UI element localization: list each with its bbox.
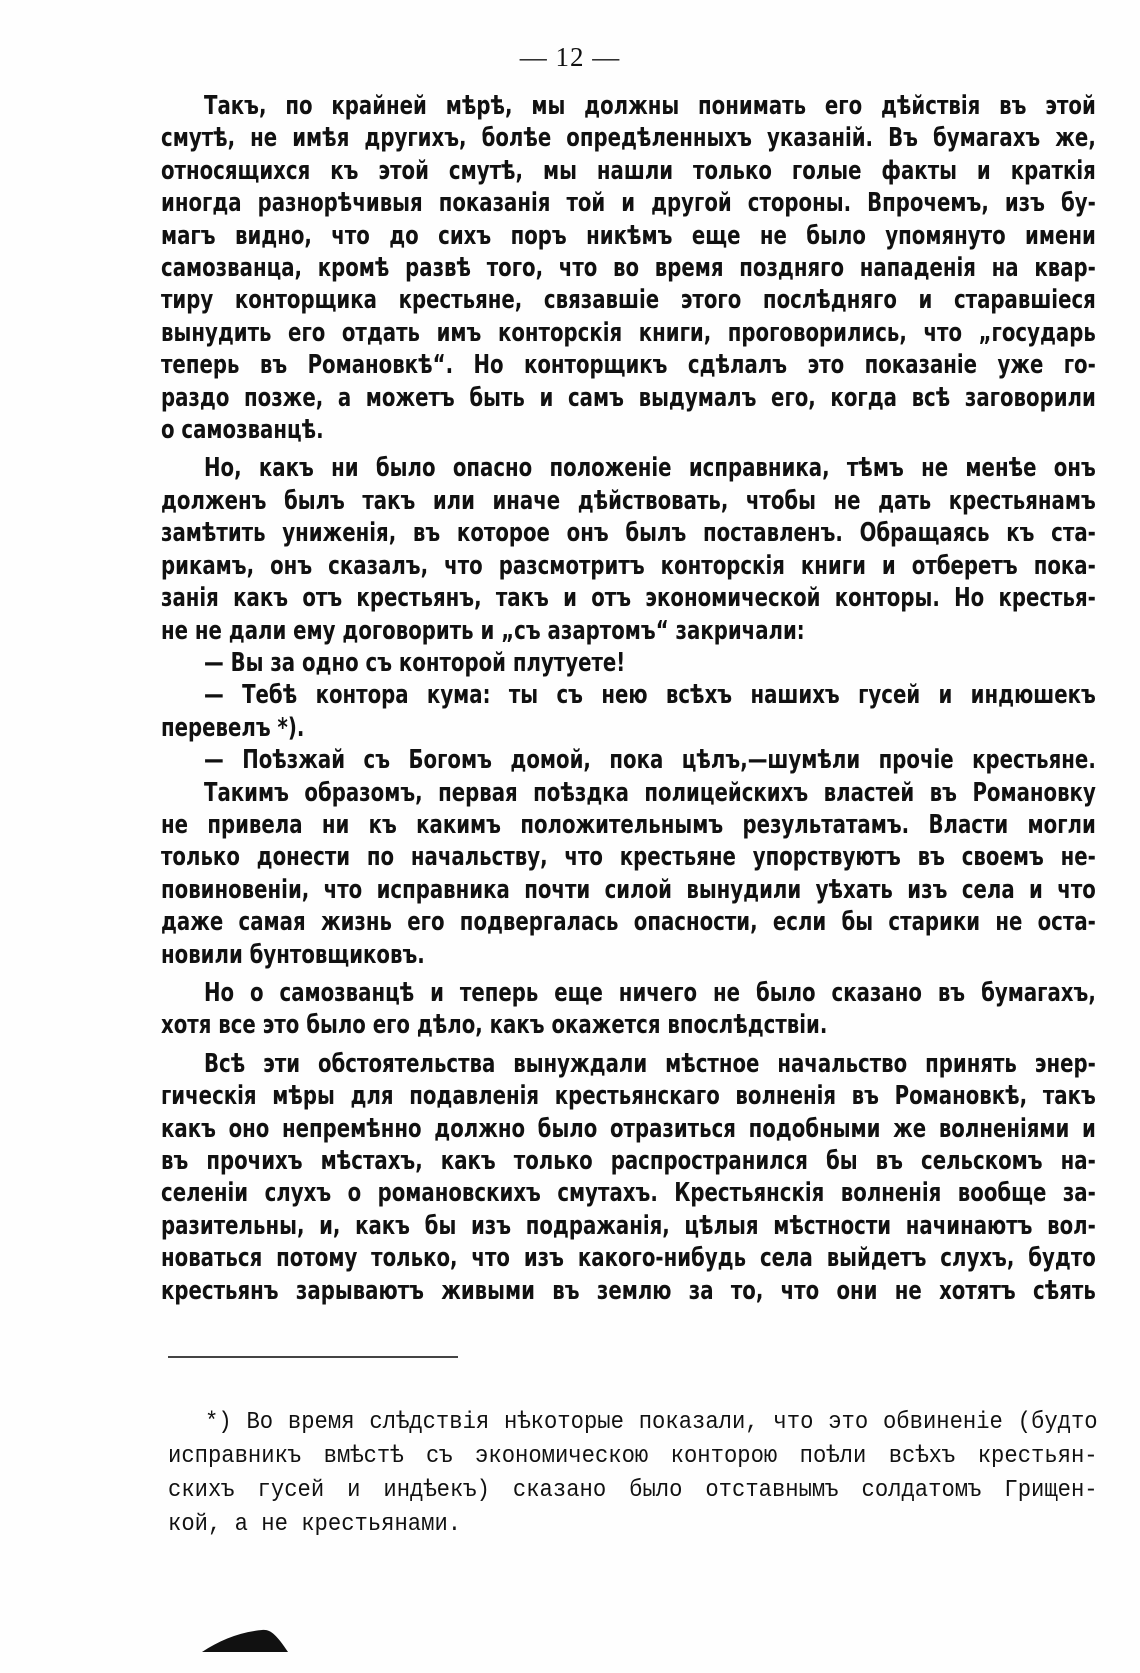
text-line: относящихся къ этой смутѣ, мы нашли только голые факты и краткія: [161, 155, 1096, 186]
text-line: рикамъ, онъ сказалъ, что разсмотритъ конторскія книги и отберетъ пока-: [161, 550, 1096, 581]
text-line: смутѣ, не имѣя другихъ, болѣе опредѣленныхъ указаній. Въ бумагахъ же,: [161, 123, 1096, 154]
text-line: даже самая жизнь его подвергалась опасности, если бы старики не оста-: [161, 907, 1096, 938]
text-line: разительны, и, какъ бы изъ подражанія, цѣлыя мѣстности начинаютъ вол-: [161, 1210, 1096, 1241]
text-line: хотя все это было его дѣло, какъ окажется впослѣдствіи.: [161, 1010, 828, 1041]
dialogue-line: — Тебѣ контора кума: ты съ нею всѣхъ нашихъ гусей и индюшекъ: [204, 680, 1096, 711]
footnote-line: исправникъ вмѣстѣ съ экономическою конторою поѣли всѣхъ крестьян-: [168, 1443, 1098, 1470]
text-line: новаться потому только, что изъ какого-нибудь села выйдетъ слухъ, будто: [161, 1243, 1096, 1274]
text-line: вынудить его отдать имъ конторскія книги, проговорились, что „государь: [161, 317, 1096, 348]
text-line: магъ видно, что до сихъ поръ никѣмъ еще не было упомянуто имени: [161, 220, 1096, 251]
text-line: теперь въ Романовкѣ“. Но конторщикъ сдѣлалъ это показаніе уже го-: [161, 350, 1096, 381]
text-line: замѣтить униженія, въ которое онъ былъ поставленъ. Обращаясь къ ста-: [161, 518, 1096, 549]
text-line: тиру конторщика крестьяне, связавшіе этого послѣдняго и старавшіеся: [161, 285, 1096, 316]
main-text: [161, 90, 1096, 1307]
text-line: Такимъ образомъ, первая поѣздка полицейскихъ властей въ Романовку: [204, 777, 1096, 808]
page-number: — 12 —: [519, 42, 621, 72]
text-line: перевелъ *).: [161, 712, 305, 743]
text-line: самозванца, кромѣ развѣ того, что во время поздняго нападенія на квар-: [161, 253, 1096, 284]
footnote: [168, 1406, 1098, 1542]
footnote-line: кой, а не крестьянами.: [168, 1511, 462, 1538]
text-line: долженъ былъ такъ или иначе дѣйствовать, чтобы не дать крестьянамъ: [161, 485, 1096, 516]
dialogue-line: — Поѣзжай съ Богомъ домой, пока цѣлъ,—шумѣли прочіе крестьяне.: [204, 745, 1096, 776]
text-line: новили бунтовщиковъ.: [161, 939, 425, 970]
text-line: о самозванцѣ.: [161, 415, 324, 446]
text-line: гическія мѣры для подавленія крестьянскаго волненія въ Романовкѣ, такъ: [161, 1081, 1096, 1112]
ink-smudge: [200, 1628, 290, 1654]
text-line: занія какъ отъ крестьянъ, такъ и отъ экономической конторы. Но крестья-: [161, 583, 1096, 614]
text-line: крестьянъ зарываютъ живыми въ землю за то, что они не хотятъ сѣять: [161, 1275, 1096, 1306]
footnote-divider: [168, 1356, 458, 1358]
footnote-line: скихъ гусей и индѣекъ) сказано было отставнымъ солдатомъ Грищен-: [168, 1477, 1098, 1504]
text-line: раздо позже, а можетъ быть и самъ выдумалъ его, когда всѣ заговорили: [161, 382, 1096, 413]
text-line: иногда разнорѣчивыя показанія той и другой стороны. Впрочемъ, изъ бу-: [161, 188, 1096, 219]
text-line: въ прочихъ мѣстахъ, какъ только распространился бы въ сельскомъ на-: [161, 1146, 1096, 1176]
text-line: повиновеніи, что исправника почти силой вынудили уѣхать изъ села и что: [161, 874, 1096, 905]
text-line: Но, какъ ни было опасно положеніе исправника, тѣмъ не менѣе онъ: [204, 453, 1096, 484]
text-line: Но о самозванцѣ и теперь еще ничего не было сказано въ бумагахъ,: [204, 977, 1096, 1008]
text-line: Всѣ эти обстоятельства вынуждали мѣстное начальство принять энер-: [204, 1048, 1096, 1079]
text-line: не не дали ему договорить и „съ азартомъ“ закричали:: [161, 615, 805, 646]
text-line: только донести по начальству, что крестьяне упорствуютъ въ своемъ не-: [161, 842, 1096, 873]
text-line: Такъ, по крайней мѣрѣ, мы должны понимать его дѣйствія въ этой: [204, 91, 1096, 121]
dialogue-line: — Вы за одно съ конторой плутуете!: [204, 647, 626, 678]
text-line: селеніи слухъ о романовскихъ смутахъ. Крестьянскія волненія вообще за-: [161, 1178, 1096, 1209]
text-line: не привела ни къ какимъ положительнымъ результатамъ. Власти могли: [161, 809, 1096, 840]
footnote-line: *) Во время слѣдствія нѣкоторые показали, что это обвиненіе (будто: [205, 1409, 1098, 1436]
text-line: какъ оно непремѣнно должно было отразиться подобными же волненіями и: [161, 1113, 1096, 1144]
